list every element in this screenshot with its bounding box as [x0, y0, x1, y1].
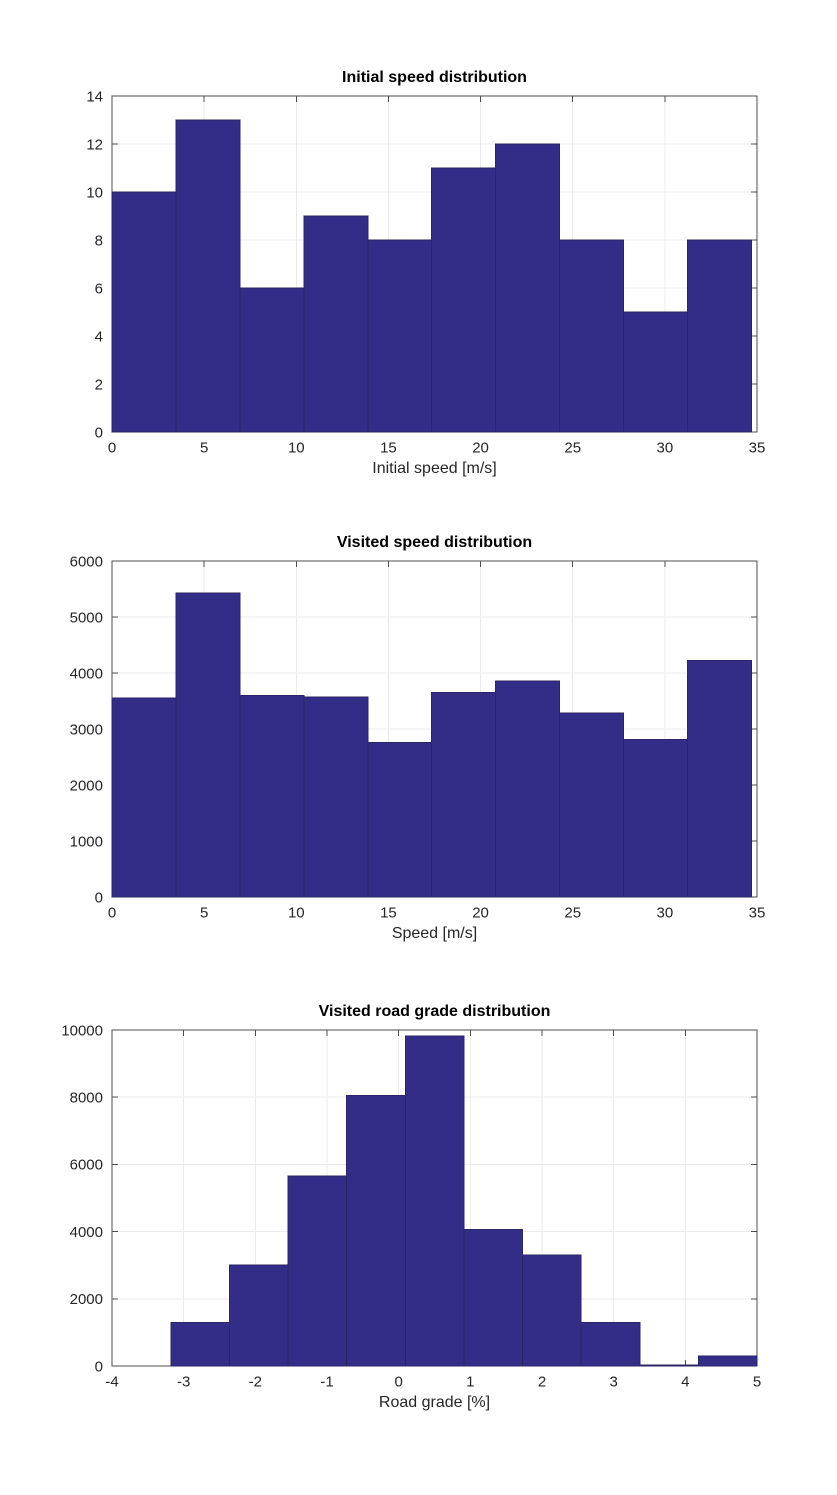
chart-title: Initial speed distribution — [342, 69, 527, 86]
x-axis-label: Initial speed [m/s] — [372, 460, 497, 477]
x-tick-label: -3 — [176, 1373, 191, 1391]
x-tick-label: 30 — [656, 439, 674, 457]
y-tick-label: 4000 — [69, 1223, 103, 1241]
y-tick-label: 6000 — [69, 1156, 103, 1174]
histogram-bar — [698, 1356, 757, 1366]
visited-road-grade-distribution-chart — [0, 989, 837, 1434]
x-tick-label: 35 — [748, 439, 766, 457]
x-tick-label: 0 — [107, 439, 117, 457]
x-tick-label: 10 — [287, 904, 305, 922]
y-tick-label: 0 — [94, 1358, 103, 1376]
histogram-bar — [688, 240, 752, 432]
chart-title: Visited road grade distribution — [318, 1003, 551, 1020]
histogram-bar — [176, 120, 240, 432]
histogram-bar — [229, 1265, 288, 1366]
x-tick-label: 5 — [752, 1373, 762, 1391]
histogram-bar — [240, 288, 304, 432]
x-tick-label: 0 — [107, 904, 117, 922]
histogram-bar — [240, 695, 304, 897]
x-tick-label: 1 — [466, 1373, 475, 1391]
x-tick-label: 25 — [564, 904, 582, 922]
y-tick-label: 1000 — [69, 833, 103, 851]
x-tick-label: -4 — [105, 1373, 119, 1391]
histogram-bar — [347, 1096, 406, 1366]
y-tick-label: 2 — [94, 376, 103, 394]
histogram-bar — [464, 1230, 523, 1366]
y-tick-label: 2000 — [69, 1291, 103, 1309]
y-tick-label: 10 — [86, 184, 103, 202]
histogram-bar — [304, 216, 368, 432]
initial-speed-plot-canvas — [0, 55, 837, 500]
x-tick-label: 20 — [472, 439, 489, 457]
histogram-bar — [624, 312, 688, 432]
histogram-bar — [112, 192, 176, 432]
x-tick-label: -1 — [320, 1373, 334, 1391]
y-tick-label: 6 — [94, 280, 103, 298]
y-tick-label: 3000 — [69, 721, 103, 739]
figure-stack — [0, 55, 837, 1434]
visited-road-grade-plot-canvas — [0, 989, 837, 1434]
visited-speed-distribution-chart — [0, 520, 837, 965]
histogram-bar — [288, 1176, 347, 1366]
x-tick-label: 20 — [472, 904, 489, 922]
x-tick-label: 5 — [199, 439, 209, 457]
x-tick-label: 2 — [537, 1373, 547, 1391]
x-tick-label: 5 — [199, 904, 209, 922]
x-tick-label: 15 — [380, 904, 397, 922]
histogram-bar — [560, 240, 624, 432]
histogram-bar — [560, 713, 624, 897]
histogram-bar — [640, 1365, 699, 1366]
y-tick-label: 0 — [94, 424, 103, 442]
y-tick-label: 4000 — [69, 665, 103, 683]
x-tick-label: 10 — [287, 439, 305, 457]
y-tick-label: 5000 — [69, 609, 103, 627]
histogram-bar — [368, 240, 432, 432]
histogram-bar — [171, 1322, 230, 1366]
histogram-bar — [112, 698, 176, 897]
histogram-bar — [688, 661, 752, 897]
x-tick-label: 4 — [681, 1373, 690, 1391]
histogram-bar — [496, 681, 560, 897]
y-tick-label: 8 — [94, 232, 103, 250]
y-tick-label: 0 — [94, 889, 103, 907]
y-tick-label: 2000 — [69, 777, 103, 795]
visited-speed-plot-canvas — [0, 520, 837, 965]
x-tick-label: 15 — [380, 439, 397, 457]
histogram-bar — [432, 168, 496, 432]
x-tick-label: 35 — [748, 904, 766, 922]
x-tick-label: -2 — [248, 1373, 263, 1391]
x-tick-label: 3 — [609, 1373, 618, 1391]
x-tick-label: 30 — [656, 904, 674, 922]
histogram-bar — [304, 697, 368, 897]
histogram-bar — [176, 593, 240, 897]
histogram-bar — [405, 1036, 464, 1366]
y-tick-label: 8000 — [69, 1089, 103, 1107]
y-tick-label: 10000 — [61, 1022, 103, 1040]
y-tick-label: 14 — [86, 88, 103, 106]
x-tick-label: 0 — [394, 1373, 403, 1391]
histogram-bar — [432, 693, 496, 897]
x-axis-label: Road grade [%] — [378, 1394, 491, 1411]
y-tick-label: 6000 — [69, 553, 103, 571]
initial-speed-distribution-chart — [0, 55, 837, 500]
histogram-bar — [523, 1255, 582, 1366]
x-tick-label: 25 — [564, 439, 582, 457]
histogram-bar — [581, 1323, 640, 1366]
histogram-bar — [624, 740, 688, 897]
x-axis-label: Speed [m/s] — [391, 925, 478, 942]
y-tick-label: 4 — [94, 328, 103, 346]
y-tick-label: 12 — [86, 136, 103, 154]
histogram-bar — [368, 742, 432, 897]
histogram-bar — [496, 144, 560, 432]
chart-title: Visited speed distribution — [336, 534, 533, 551]
